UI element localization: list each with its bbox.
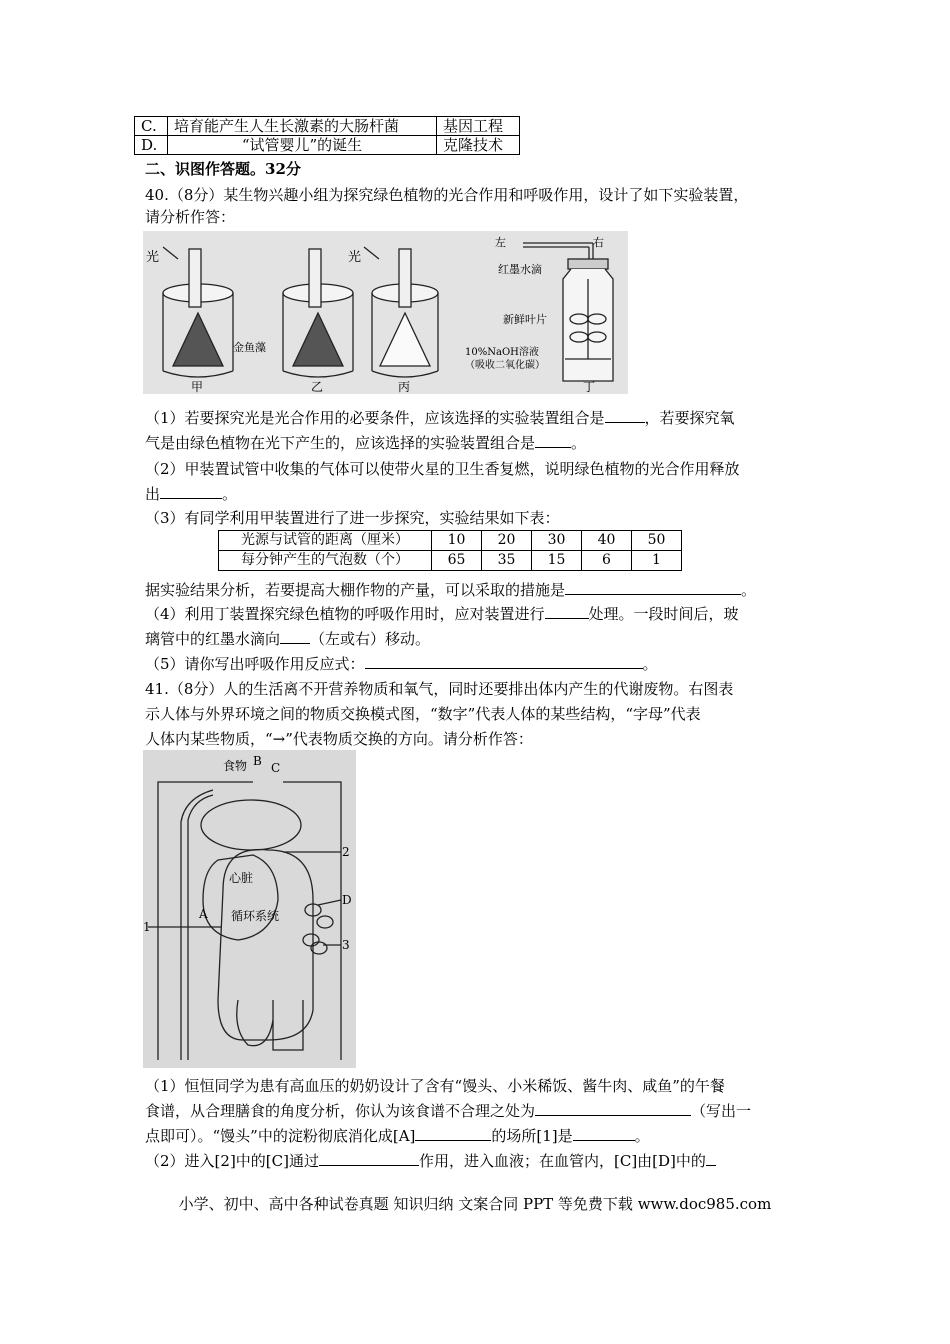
q41-part1: （1）恒恒同学为患有高血压的奶奶设计了含有“馒头、小米稀饭、酱牛肉、咸鱼”的午餐 (145, 1077, 725, 1095)
circulatory-label: 循环系统 (231, 909, 280, 923)
label-3: 3 (342, 938, 350, 952)
cell: 65 (432, 551, 482, 571)
q41-part1-cont2 (145, 1126, 650, 1146)
row-label: 光源与试管的距离（厘米） (219, 531, 432, 551)
row-label: 每分钟产生的气泡数（个） (219, 551, 432, 571)
cell: 6 (582, 551, 632, 571)
cell: 30 (532, 531, 582, 551)
option-text: 培育能产生人生长激素的大肠杆菌 (168, 117, 437, 136)
cell: 35 (482, 551, 532, 571)
text: （2）进入[2]中的[C]通过 (145, 1152, 319, 1170)
cell: 10 (432, 531, 482, 551)
naoh-label: 10%NaOH溶液 (465, 347, 539, 358)
label-2: 2 (342, 845, 350, 859)
text: 。 (642, 655, 658, 673)
light-label: 光 (146, 250, 160, 265)
q40-part4-cont (145, 629, 430, 649)
body-exchange-drawing (143, 750, 356, 1068)
answer-blank (160, 484, 222, 499)
option-text: “试管婴儿”的诞生 (168, 136, 437, 155)
q40-part2: （2）甲装置试管中收集的气体可以使带火星的卫生香复燃，说明绿色植物的光合作用释放 (145, 460, 740, 478)
option-tech: 基因工程 (437, 117, 520, 136)
text: 食谱，从合理膳食的角度分析，你认为该食谱不合理之处为 (145, 1102, 536, 1120)
options-table (134, 116, 520, 155)
text: ，若要探究氧 (644, 409, 735, 427)
text: 作用，进入血液；在血管内，[C]由[D]中的 (418, 1152, 706, 1170)
q40-part3: （3）有同学利用甲装置进行了进一步探究，实验结果如下表： (145, 509, 560, 527)
body-exchange-figure (143, 750, 356, 1068)
text: 据实验结果分析，若要提高大棚作物的产量，可以采取的措施是 (145, 581, 566, 599)
option-letter: C. (135, 117, 168, 136)
q41-intro: 41.（8分）人的生活离不开营养物质和氧气，同时还要排出体内产生的代谢废物。右图表 (145, 680, 734, 698)
answer-blank (535, 1101, 691, 1116)
text: 璃管中的红墨水滴向 (145, 630, 281, 648)
text: 。 (741, 581, 757, 599)
page-footer: 小学、初中、高中各种试卷真题 知识归纳 文案合同 PPT 等免费下载 www.doc985.com (178, 1195, 772, 1213)
text: （写出一 (691, 1102, 752, 1120)
results-table (218, 530, 682, 571)
text: （4）利用丁装置探究绿色植物的呼吸作用时，应对装置进行 (145, 605, 545, 623)
q41-part1-cont (145, 1101, 751, 1121)
table-row (219, 551, 682, 571)
cell: 20 (482, 531, 532, 551)
cell: 50 (632, 531, 682, 551)
q40-part1 (145, 408, 735, 428)
section-title: 二、识图作答题。32分 (145, 160, 301, 178)
experiment-figure (143, 231, 628, 394)
right-label: 右 (593, 236, 604, 249)
table-row (219, 531, 682, 551)
text: 。 (222, 485, 238, 503)
cell: 15 (532, 551, 582, 571)
option-tech: 克隆技术 (437, 136, 520, 155)
light-label: 光 (348, 250, 362, 265)
q40-intro: 40.（8分）某生物兴趣小组为探究绿色植物的光合作用和呼吸作用，设计了如下实验装置， (145, 186, 749, 204)
label-bing: 丙 (398, 380, 411, 394)
answer-blank (565, 580, 741, 595)
text: 的场所[1]是 (491, 1127, 573, 1145)
leaf-label: 新鲜叶片 (503, 313, 547, 326)
q40-part5 (145, 654, 658, 674)
q41-part2 (145, 1151, 716, 1171)
option-letter: D. (135, 136, 168, 155)
text: （左或右）移动。 (310, 630, 431, 648)
text: 。 (634, 1127, 650, 1145)
answer-blank (573, 1126, 635, 1141)
label-D: D (342, 893, 352, 907)
answer-blank (415, 1126, 491, 1141)
q40-part2-cont (145, 484, 237, 504)
answer-blank (706, 1151, 716, 1166)
text: 。 (571, 434, 587, 452)
text: 点即可）。“馒头”中的淀粉彻底消化成[A] (145, 1127, 416, 1145)
answer-blank (365, 654, 643, 669)
answer-blank (545, 604, 589, 619)
label-1: 1 (143, 920, 151, 934)
cell: 1 (632, 551, 682, 571)
label-yi: 乙 (311, 380, 324, 394)
label-B: B (253, 754, 262, 768)
label-A: A (199, 907, 208, 921)
q40-part3-analysis (145, 580, 756, 600)
food-label: 食物 (223, 759, 248, 773)
table-row (135, 136, 520, 155)
left-label: 左 (495, 236, 506, 249)
naoh-note: （吸收二氧化碳） (465, 360, 545, 371)
q40-intro: 请分析作答： (145, 208, 236, 226)
q40-part1-cont (145, 433, 586, 453)
text: 处理。一段时间后，玻 (588, 605, 739, 623)
answer-blank (280, 629, 310, 644)
text: 气是由绿色植物在光下产生的，应该选择的实验装置组合是 (145, 434, 536, 452)
answer-blank (605, 408, 645, 423)
answer-blank (319, 1151, 419, 1166)
label-ding: 丁 (583, 380, 596, 394)
q41-intro: 示人体与外界环境之间的物质交换模式图，“数字”代表人体的某些结构，“字母”代表 (145, 705, 701, 723)
label-C: C (271, 761, 281, 775)
table-row (135, 117, 520, 136)
answer-blank (535, 433, 571, 448)
q41-intro: 人体内某些物质，“→”代表物质交换的方向。请分析作答： (145, 730, 533, 748)
experiment-apparatus-drawing (143, 231, 628, 394)
text: （5）请你写出呼吸作用反应式： (145, 655, 365, 673)
ink-drop-label: 红墨水滴 (498, 263, 542, 276)
text: 出 (145, 485, 161, 503)
label-jia: 甲 (191, 380, 204, 394)
goldfish-label: 金鱼藻 (233, 341, 266, 354)
q40-part4 (145, 604, 739, 624)
heart-label: 心脏 (229, 871, 254, 885)
cell: 40 (582, 531, 632, 551)
text: （1）若要探究光是光合作用的必要条件，应该选择的实验装置组合是 (145, 409, 605, 427)
